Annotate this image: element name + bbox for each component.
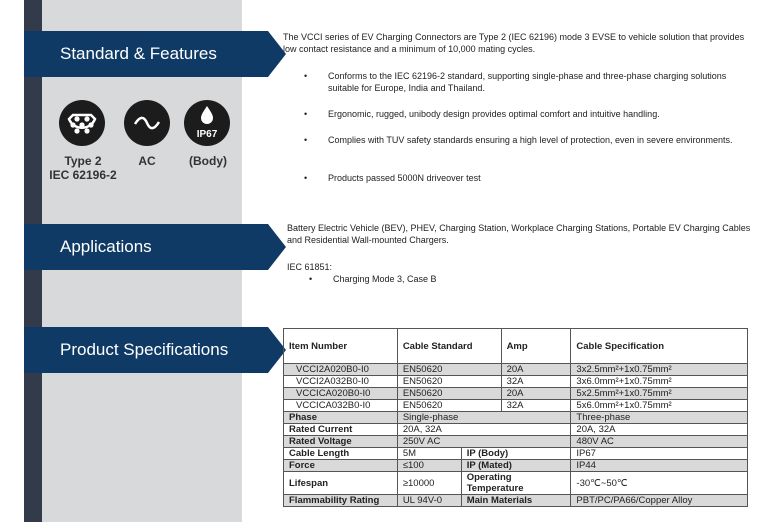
table-row-pair [284,460,748,472]
ip-body-value: IP67 [571,448,748,460]
feature-label-type2-line1: Type 2 [64,154,102,168]
feature-bullet-text: Products passed 5000N driveover test [328,173,481,183]
applications-standard-label: IEC 61851: [287,262,333,272]
applications-banner [24,224,268,270]
table-row [284,364,748,376]
bullet-dot: • [304,173,308,183]
bullet-dot: • [304,71,308,81]
operating-temperature-label: Operating Temperature [461,472,571,495]
ip-body-label: IP (Body) [461,448,571,460]
table-header-row [284,329,748,364]
rated-current-single: 20A, 32A [397,424,571,436]
ip67-icon-text: IP67 [196,129,218,140]
phase-single: Single-phase [397,412,571,424]
standard-features-title: Standard & Features [60,44,217,63]
applications-standard-item [309,273,633,285]
force-value: ≤100 [397,460,461,472]
table-row-pair [284,448,748,460]
cable-standard-cell: EN50620 [397,376,501,388]
feature-bullet [304,108,748,120]
ip-mated-value: IP44 [571,460,748,472]
table-row [284,376,748,388]
amp-cell: 20A [501,364,571,376]
phase-three: Three-phase [571,412,748,424]
feature-label-type2-line2: IEC 62196-2 [49,168,117,182]
flammability-label: Flammability Rating [284,495,398,507]
feature-label-ac: AC [138,154,156,168]
item-number-cell: VCCI2A020B0-I0 [284,364,398,376]
item-number-cell: VCCI2A032B0-I0 [284,376,398,388]
feature-bullet [304,70,748,94]
intro-paragraph: The VCCI series of EV Charging Connectors are Type 2 (IEC 62196) mode 3 EVSE to vehicle solution that provides low contact resistance and a minimum of 10,000 mating cycles. [283,32,745,54]
rated-current-three: 20A, 32A [571,424,748,436]
feature-bullet-text: Conforms to the IEC 62196-2 standard, supporting single-phase and three-phase charging solutions suitable for Europe, India and Thailand. [328,71,727,93]
main-materials-value: PBT/PC/PA66/Copper Alloy [571,495,748,507]
feature-bullet-text: Ergonomic, rugged, unibody design provides optimal comfort and intuitive handling. [328,109,660,119]
product-specifications-banner [24,327,268,373]
cable-standard-cell: EN50620 [397,364,501,376]
lifespan-value: ≥10000 [397,472,461,495]
applications-title: Applications [60,237,152,256]
phase-label: Phase [284,412,398,424]
cable-length-value: 5M [397,448,461,460]
header-item-number: Item Number [284,329,398,364]
table-row-pair [284,495,748,507]
ac-wave-icon [124,100,170,146]
amp-cell: 20A [501,388,571,400]
amp-cell: 32A [501,376,571,388]
header-cable-spec: Cable Specification [571,329,748,364]
product-specifications-title: Product Specifications [60,340,229,359]
table-row-phase [284,412,748,424]
ip67-drop-icon [184,100,230,146]
applications-paragraph: Battery Electric Vehicle (BEV), PHEV, Charging Station, Workplace Charging Stations, Portable EV Charging Cables and Residential Wall-mounted Chargers. [287,223,751,245]
main-materials-label: Main Materials [461,495,571,507]
table-row-pair [284,472,748,495]
cable-spec-cell: 3x2.5mm²+1x0.75mm² [571,364,748,376]
rated-voltage-three: 480V AC [571,436,748,448]
feature-label-body: (Body) [189,154,227,168]
specifications-table [283,328,748,507]
table-row-rated-current [284,424,748,436]
force-label: Force [284,460,398,472]
table-row [284,400,748,412]
operating-temperature-value: -30℃~50℃ [571,472,748,495]
applications-standard-item-text: Charging Mode 3, Case B [333,274,437,284]
amp-cell: 32A [501,400,571,412]
standard-features-banner [24,31,268,77]
bullet-dot: • [304,135,308,145]
cable-standard-cell: EN50620 [397,388,501,400]
item-number-cell: VCCICA032B0-I0 [284,400,398,412]
feature-bullet-text: Complies with TUV safety standards ensuring a high level of protection, even in severe environments. [328,135,733,145]
bullet-dot: • [304,109,308,119]
table-row [284,388,748,400]
feature-bullet [304,134,748,146]
item-number-cell: VCCICA020B0-I0 [284,388,398,400]
bullet-dot: • [309,274,313,284]
cable-length-label: Cable Length [284,448,398,460]
cable-spec-cell: 5x2.5mm²+1x0.75mm² [571,388,748,400]
cable-spec-cell: 3x6.0mm²+1x0.75mm² [571,376,748,388]
rated-voltage-single: 250V AC [397,436,571,448]
flammability-value: UL 94V-0 [397,495,461,507]
rated-current-label: Rated Current [284,424,398,436]
cable-standard-cell: EN50620 [397,400,501,412]
ip-mated-label: IP (Mated) [461,460,571,472]
type2-connector-icon [59,100,105,146]
header-amp: Amp [501,329,571,364]
cable-spec-cell: 5x6.0mm²+1x0.75mm² [571,400,748,412]
header-cable-standard: Cable Standard [397,329,501,364]
table-row-rated-voltage [284,436,748,448]
feature-bullet [304,172,748,184]
lifespan-label: Lifespan [284,472,398,495]
feature-label-type2 [44,154,122,182]
rated-voltage-label: Rated Voltage [284,436,398,448]
